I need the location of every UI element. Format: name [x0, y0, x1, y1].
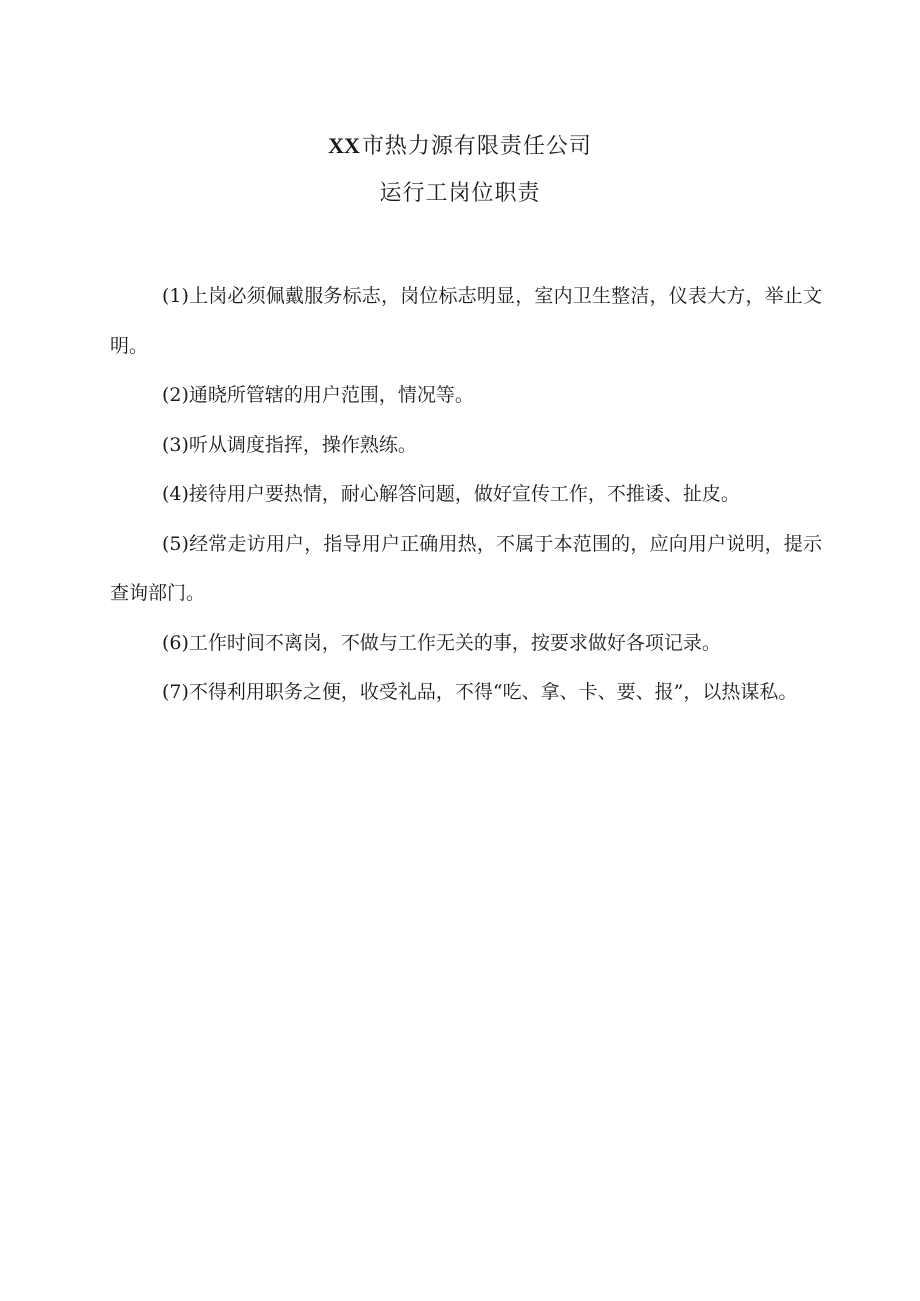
document-title [0, 131, 920, 162]
duty-item-1: (1)上岗必须佩戴服务标志，岗位标志明显，室内卫生整洁，仪表大方，举止文明。 [110, 285, 822, 357]
title-prefix: XX [328, 133, 360, 158]
duty-list [110, 272, 822, 718]
title-text: 市热力源有限责任公司 [361, 134, 592, 159]
duty-item-7: (7)不得利用职务之便，收受礼品，不得“吃、拿、卡、要、报”，以热谋私。 [162, 681, 798, 703]
document-subtitle: 运行工岗位职责 [379, 181, 541, 206]
duty-item-5: (5)经常走访用户，指导用户正确用热，不属于本范围的，应向用户说明，提示查询部门。 [110, 532, 822, 604]
duty-item-6: (6)工作时间不离岗，不做与工作无关的事，按要求做好各项记录。 [162, 631, 721, 654]
duty-item-2: (2)通晓所管辖的用户范围，情况等。 [162, 384, 474, 406]
duty-item-3: (3)听从调度指挥，操作熟练。 [162, 433, 417, 456]
duty-item-4: (4)接待用户要热情，耐心解答问题，做好宣传工作，不推诿、扯皮。 [162, 483, 740, 505]
